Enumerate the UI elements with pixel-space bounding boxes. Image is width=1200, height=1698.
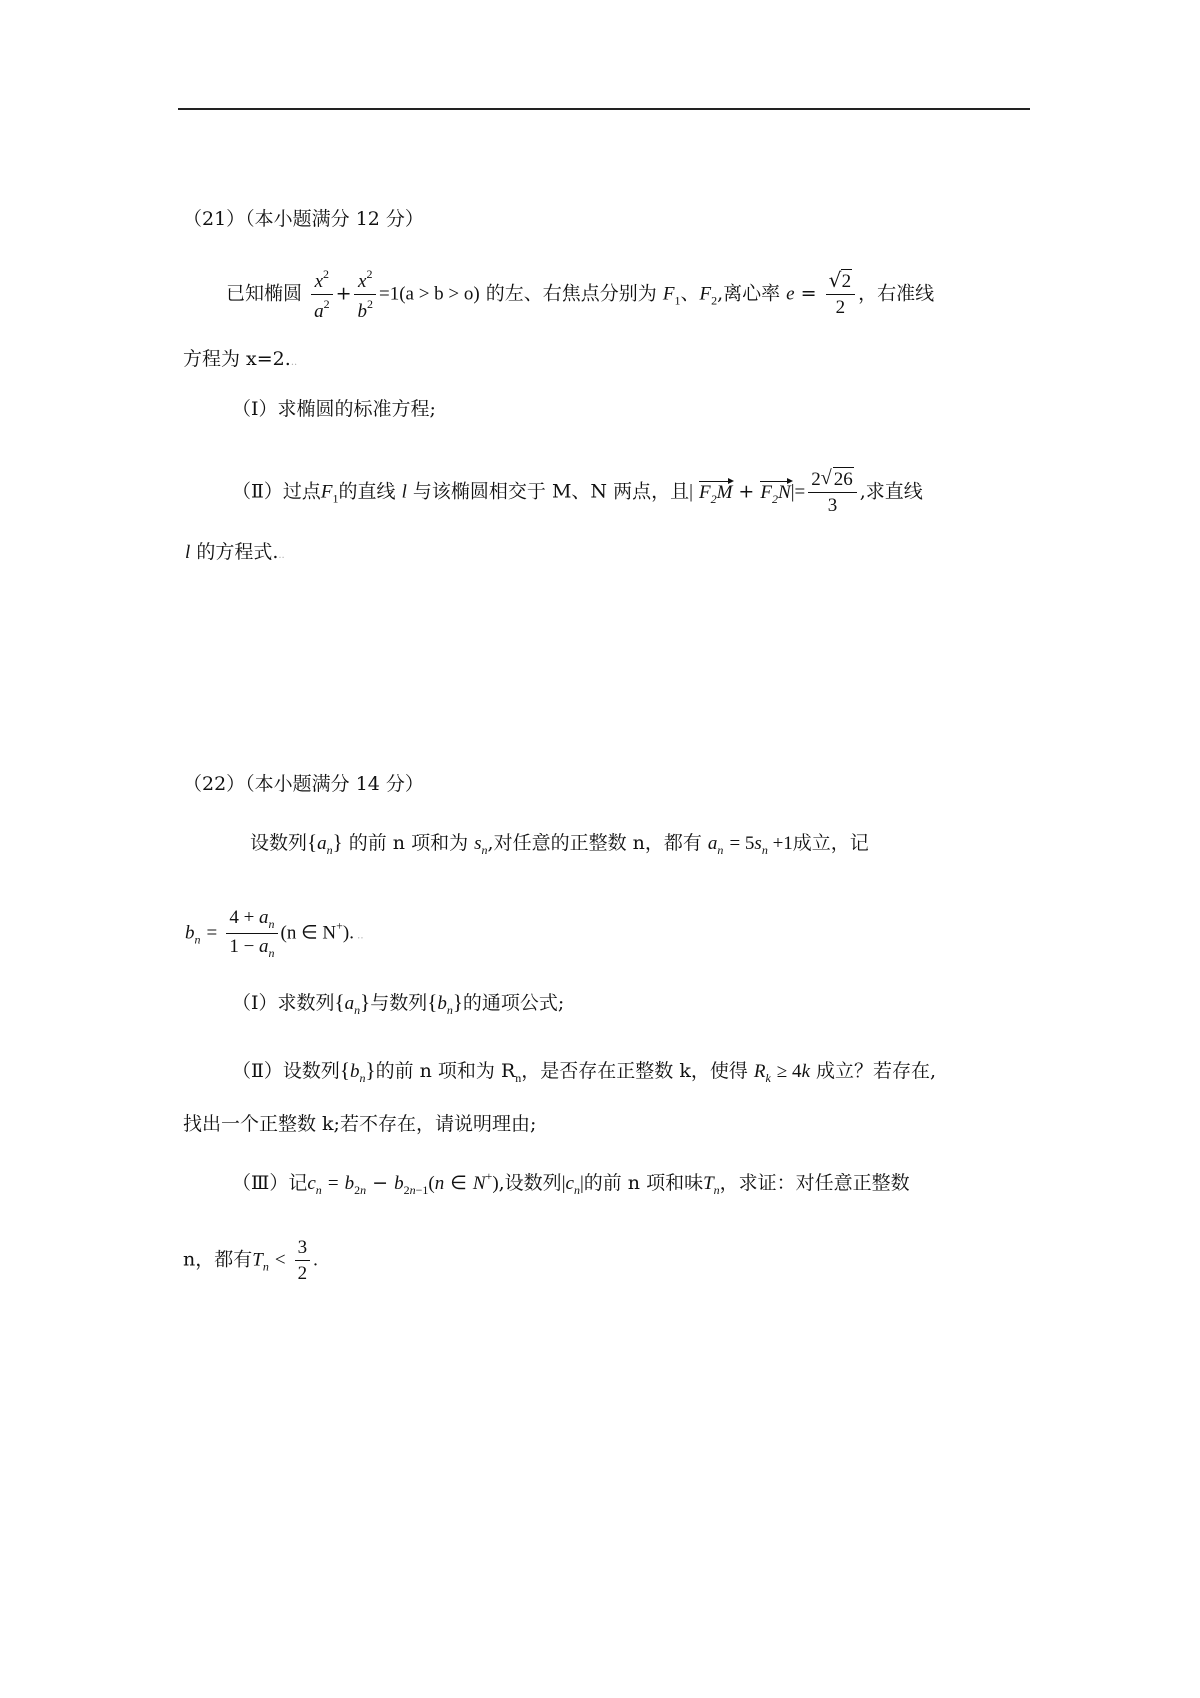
header-rule xyxy=(178,108,1030,110)
q22-part2-line1: （Ⅱ）设数列$\{b_n\}$的前 n 项和为 $R_n$，是否存在正整数 k，使得 $R_k \ge 4k$ 成立？若存在, xyxy=(232,1058,937,1085)
x2-over-a2: $\frac{x^2}{a^2}$ xyxy=(311,268,333,321)
q21-part2-line1: （Ⅱ）过点$F_1$的直线 l 与该椭圆相交于 M、N 两点，且| $F_2M + F_2N|=$ 2 √ 26 3 ,求直线 xyxy=(232,467,923,516)
2sqrt26-over-3: 2 √ 26 3 xyxy=(808,470,857,515)
q21-part1: （Ⅰ）求椭圆的标准方程; xyxy=(232,398,436,420)
vector-F2N: $F_2N$ xyxy=(760,481,791,506)
q21-intro-tail: ，右准线 xyxy=(858,282,935,305)
q22-header: （22）（本小题满分 14 分） xyxy=(183,773,424,795)
q22-intro-line1: 设数列$\{a_n\}$ 的前 n 项和为 $s_n$,对任意的正整数 n，都有 $a_n = 5s_n +1$成立，记 xyxy=(250,830,869,857)
three-halves: $\frac{3}{2}$ xyxy=(295,1238,311,1283)
q22-part3-line2: n，都有$T_n$ < $\frac{3}{2}$ . xyxy=(183,1237,318,1284)
foci-separator: 、 xyxy=(680,282,700,305)
q21-header: （21）（本小题满分 12 分） xyxy=(183,208,424,230)
q21-intro-line2: 方程为 x=2... xyxy=(183,348,298,370)
ecc-label: ,离心率 xyxy=(717,282,781,305)
bn-fraction: $\frac{4 + a_n}{1 - a_n}$ xyxy=(226,908,277,959)
q22-part2-line2: 找出一个正整数 k;若不存在，请说明理由; xyxy=(183,1113,537,1135)
ellipse-equation: =1(a > b > o) xyxy=(378,283,480,305)
q22-part1: （Ⅰ）求数列$\{a_n\}$与数列$\{b_n\}$的通项公式; xyxy=(232,990,565,1017)
q21-part2-line2: l 的方程式... xyxy=(185,541,285,563)
q21-intro-line1: 已知椭圆 $\frac{x^2}{a^2}$ + $\frac{x^2}{b^2}$ =1(a > b > o) 的左、右焦点分别为 $F_1$、$F_2$,离心率 e = √ 2 2 ，右准线 xyxy=(226,267,935,322)
q22-bn-definition: $b_n$ = $\frac{4 + a_n}{1 - a_n}$ (n ∈ N+). .. xyxy=(185,907,364,960)
vector-F2M: $F_2M$ xyxy=(698,481,733,506)
sqrt2-over-2: √ 2 2 xyxy=(826,272,856,317)
q22-part3-line1: （Ⅲ）记$c_n = b_{2n} - b_{2n-1}(n$ ∈ N+),设数列$|c_n|$的前 n 项和味$T_n$，求证：对任意正整数 xyxy=(232,1169,910,1197)
x2-over-b2: $\frac{x^2}{b^2}$ xyxy=(354,268,376,321)
q21-intro-lead: 已知椭圆 xyxy=(226,282,303,305)
q21-intro-mid: 的左、右焦点分别为 xyxy=(485,282,657,305)
